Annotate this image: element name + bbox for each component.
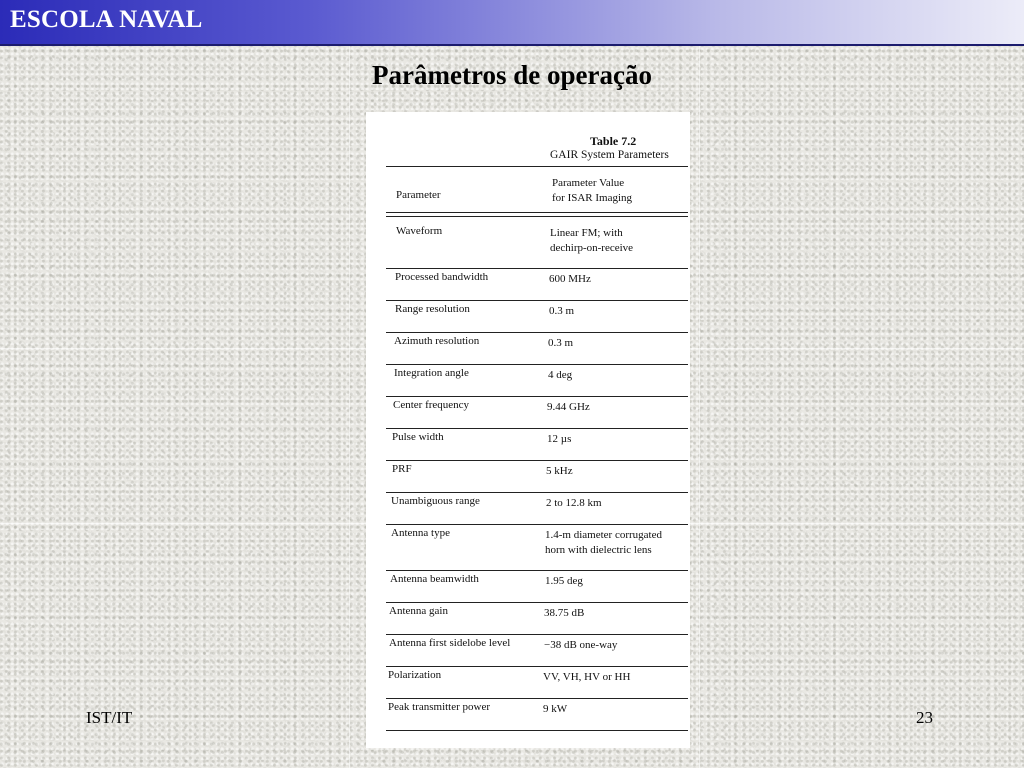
table-cell-parameter: Antenna first sidelobe level xyxy=(389,637,511,649)
table-cell-value: −38 dB one-way xyxy=(544,639,618,651)
table-row-rule xyxy=(386,300,688,301)
table-cell-parameter: Integration angle xyxy=(394,367,469,379)
slide-title: Parâmetros de operação xyxy=(372,60,652,90)
table-row-rule xyxy=(386,364,688,365)
table-cell-value: 1.95 deg xyxy=(545,575,583,587)
table-cell-parameter: Pulse width xyxy=(392,431,444,443)
table-cell-parameter: Antenna beamwidth xyxy=(390,573,479,585)
table-cell-parameter: Center frequency xyxy=(393,399,470,411)
table-header-rule xyxy=(386,216,688,217)
table-cell-value-continued: horn with dielectric lens xyxy=(545,544,652,556)
table-row-rule xyxy=(386,332,688,333)
table-row-rule xyxy=(386,730,688,731)
table-cell-parameter: Waveform xyxy=(396,225,443,237)
table-cell-value: 0.3 m xyxy=(548,337,574,349)
table-cell-value: 4 deg xyxy=(548,369,573,381)
table-cell-value-continued: dechirp-on-receive xyxy=(550,242,634,254)
table-cell-value: 38.75 dB xyxy=(544,607,585,619)
table-row-rule xyxy=(386,268,688,269)
table-header-parameter: Parameter xyxy=(396,189,441,201)
table-row-rule xyxy=(386,428,688,429)
table-cell-value: VV, VH, HV or HH xyxy=(543,671,631,683)
table-cell-parameter: Unambiguous range xyxy=(391,495,480,507)
table-cell-value: 0.3 m xyxy=(549,305,575,317)
table-header-rule xyxy=(386,212,688,213)
table-header-value-line2: for ISAR Imaging xyxy=(552,192,633,204)
table-caption xyxy=(550,134,669,161)
table-row-rule xyxy=(386,698,688,699)
table-top-rule xyxy=(386,166,688,167)
table-header-value-line1: Parameter Value xyxy=(552,177,625,189)
table-caption-text: GAIR System Parameters xyxy=(550,149,669,161)
table-row-rule xyxy=(386,570,688,571)
table-cell-parameter: Peak transmitter power xyxy=(388,701,491,713)
table-number: Table 7.2 xyxy=(590,134,637,148)
table-cell-parameter: Azimuth resolution xyxy=(394,335,480,347)
table-cell-value: 2 to 12.8 km xyxy=(546,497,602,509)
table-cell-value: 9.44 GHz xyxy=(547,401,590,413)
table-cell-value: 1.4-m diameter corrugated xyxy=(545,529,662,541)
header-bar xyxy=(0,0,1024,46)
table-row-rule xyxy=(386,396,688,397)
table-row-rule xyxy=(386,460,688,461)
table-cell-parameter: PRF xyxy=(392,463,412,475)
table-cell-value: 9 kW xyxy=(543,703,568,715)
table-cell-parameter: Antenna type xyxy=(391,527,450,539)
footer-institution: IST/IT xyxy=(86,708,133,727)
table-cell-parameter: Antenna gain xyxy=(389,605,448,617)
table-cell-value: 600 MHz xyxy=(549,273,591,285)
table-cell-parameter: Polarization xyxy=(388,669,442,681)
table-row-rule xyxy=(386,524,688,525)
table-row-rule xyxy=(386,634,688,635)
table-cell-value: 12 µs xyxy=(547,433,572,445)
background-tile-seam xyxy=(699,46,700,768)
parameters-table-image xyxy=(366,112,690,748)
table-row-rule xyxy=(386,666,688,667)
table-cell-value: Linear FM; with xyxy=(550,227,623,239)
table-row-rule xyxy=(386,492,688,493)
table-cell-parameter: Processed bandwidth xyxy=(395,271,489,283)
page-number: 23 xyxy=(916,708,933,727)
table-row-rule xyxy=(386,602,688,603)
background-tile-seam xyxy=(349,46,350,768)
table-cell-value: 5 kHz xyxy=(546,465,573,477)
table-cell-parameter: Range resolution xyxy=(395,303,470,315)
header-title: ESCOLA NAVAL xyxy=(10,6,203,33)
